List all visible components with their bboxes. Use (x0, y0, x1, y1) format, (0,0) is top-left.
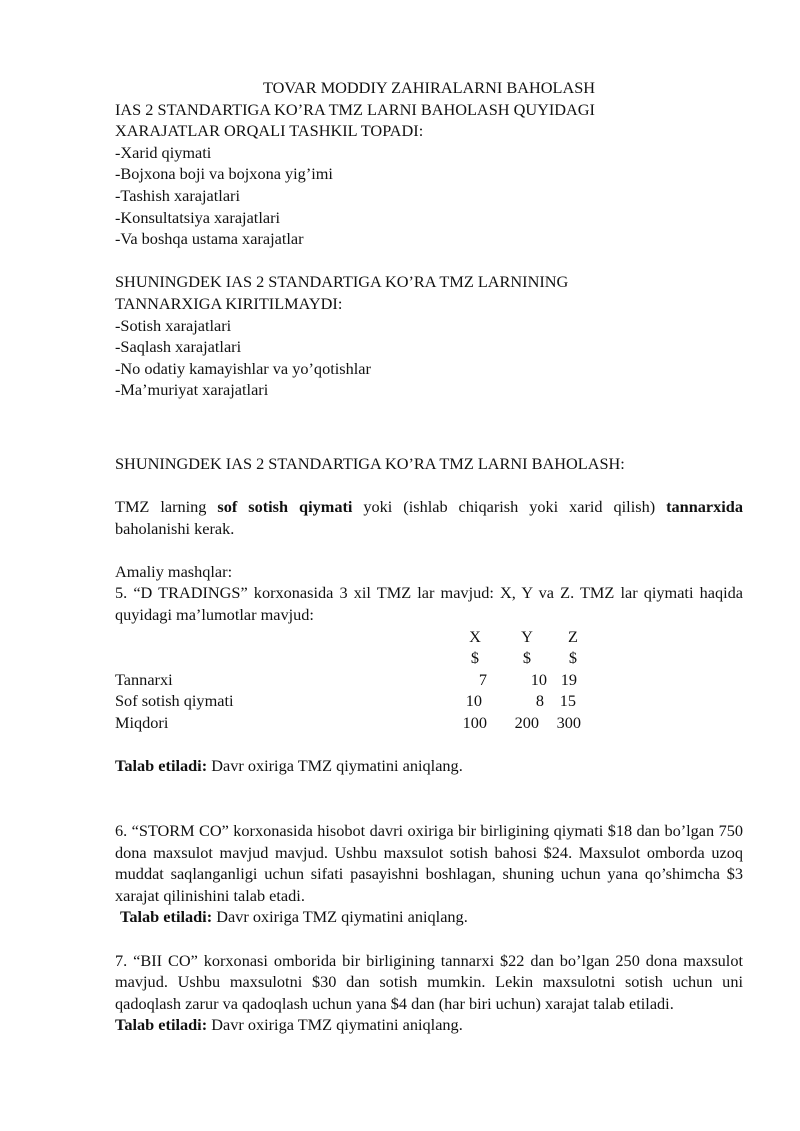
cell-y: 200 (514, 713, 539, 733)
section2-heading-line1: SHUNINGDEK IAS 2 STANDARTIGA KO’RA TMZ LARNINING (115, 272, 569, 292)
cell-x: 7 (478, 669, 487, 689)
table-row (115, 669, 743, 691)
list-item: -No odatiy kamayishlar va yo’qotishlar (115, 358, 371, 378)
question-6-requirement: Talab etiladi: Davr oxiriga TMZ qiymatini aniqlang. (120, 907, 468, 927)
cell-y: 8 (535, 691, 544, 711)
list-item: -Ma’muriyat xarajatlari (115, 380, 269, 400)
section1-heading-line1: IAS 2 STANDARTIGA KO’RA TMZ LARNI BAHOLASH QUYIDAGI (115, 99, 595, 119)
requirement-label: Talab etiladi: (120, 907, 213, 927)
cell-z: 300 (556, 713, 581, 733)
list-item: -Xarid qiymati (115, 142, 212, 162)
bold-net-realisable-value: sof sotish qiymati (217, 497, 353, 517)
row-label: Miqdori (115, 713, 169, 733)
document-page (115, 77, 743, 1036)
table-row (115, 690, 743, 712)
table-units-row (115, 647, 743, 669)
practice-section (115, 561, 743, 1036)
row-label: Tannarxi (115, 669, 173, 689)
section3-heading: SHUNINGDEK IAS 2 STANDARTIGA KO’RA TMZ LARNI BAHOLASH: (115, 453, 625, 473)
list-item: -Bojxona boji va bojxona yig’imi (115, 164, 333, 184)
valuation-paragraph: TMZ larning sof sotish qiymati yoki (ishlab chiqarish yoki xarid qilish) tannarxida baholanishi kerak. (115, 497, 743, 538)
bold-cost: tannarxida (666, 497, 743, 517)
cell-x: 10 (465, 691, 482, 711)
cell-z: 19 (560, 669, 577, 689)
question-5-text: 5. “D TRADINGS” korxonasida 3 xil TMZ lar mavjud: X, Y va Z. TMZ lar qiymati haqida quyidagi ma’lumotlar mavjud: (115, 583, 743, 625)
cell-z: 15 (559, 691, 576, 711)
column-header-x: X (469, 626, 481, 646)
requirement-label: Talab etiladi: (115, 1015, 208, 1035)
question-7-text: 7. “BII CO” korxonasi omborida bir birligining tannarxi $22 dan bo’lgan 250 dona maxsulot mavjud. Ushbu maxsulotni $30 dan sotish mumkin. Lekin maxsulotni sotish uchun uni qadoqlash zarur va qadoqlash uchun yana $4 dan (har biri uchun) xarajat talab etiladi. (115, 950, 743, 1013)
list-item: -Tashish xarajatlari (115, 185, 240, 205)
table-row (115, 712, 743, 734)
column-header-z: Z (568, 626, 578, 646)
section2-heading-line2: TANNARXIGA KIRITILMAYDI: (115, 293, 343, 313)
section-valuation (115, 453, 743, 539)
section1-heading-line2: XARAJATLAR ORQALI TASHKIL TOPADI: (115, 121, 424, 141)
cell-x: 100 (462, 713, 487, 733)
column-header-y: Y (521, 626, 533, 646)
section-cost-components (115, 99, 743, 250)
section-excluded-costs (115, 271, 743, 401)
unit-z: $ (568, 648, 578, 668)
question-5-table (115, 626, 743, 734)
list-item: -Sotish xarajatlari (115, 315, 232, 335)
question-7-requirement: Talab etiladi: Davr oxiriga TMZ qiymatini aniqlang. (115, 1015, 463, 1035)
row-label: Sof sotish qiymati (115, 691, 234, 711)
requirement-label: Talab etiladi: (115, 756, 208, 776)
list-item: -Saqlash xarajatlari (115, 337, 242, 357)
table-header-row (115, 626, 743, 648)
list-item: -Konsultatsiya xarajatlari (115, 207, 281, 227)
cell-y: 10 (530, 669, 547, 689)
question-6-text: 6. “STORM CO” korxonasida hisobot davri oxiriga bir birligining qiymati $18 dan bo’lgan 750 dona maxsulot mavjud mavjud. Ushbu maxsulot sotish bahosi $24. Maxsulot omborda uzoq muddat saqlanganligi uchun sifati pasayishni boshlagan, shuning uchun yana qo’shimcha $3 xarajat qilinishini talab etadi. (115, 821, 743, 905)
list-item: -Va boshqa ustama xarajatlar (115, 229, 304, 249)
unit-y: $ (522, 648, 532, 668)
question-5-requirement: Talab etiladi: Davr oxiriga TMZ qiymatini aniqlang. (115, 756, 463, 776)
unit-x: $ (470, 648, 480, 668)
practice-heading: Amaliy mashqlar: (115, 561, 233, 581)
document-title: TOVAR MODDIY ZAHIRALARNI BAHOLASH (262, 78, 596, 97)
